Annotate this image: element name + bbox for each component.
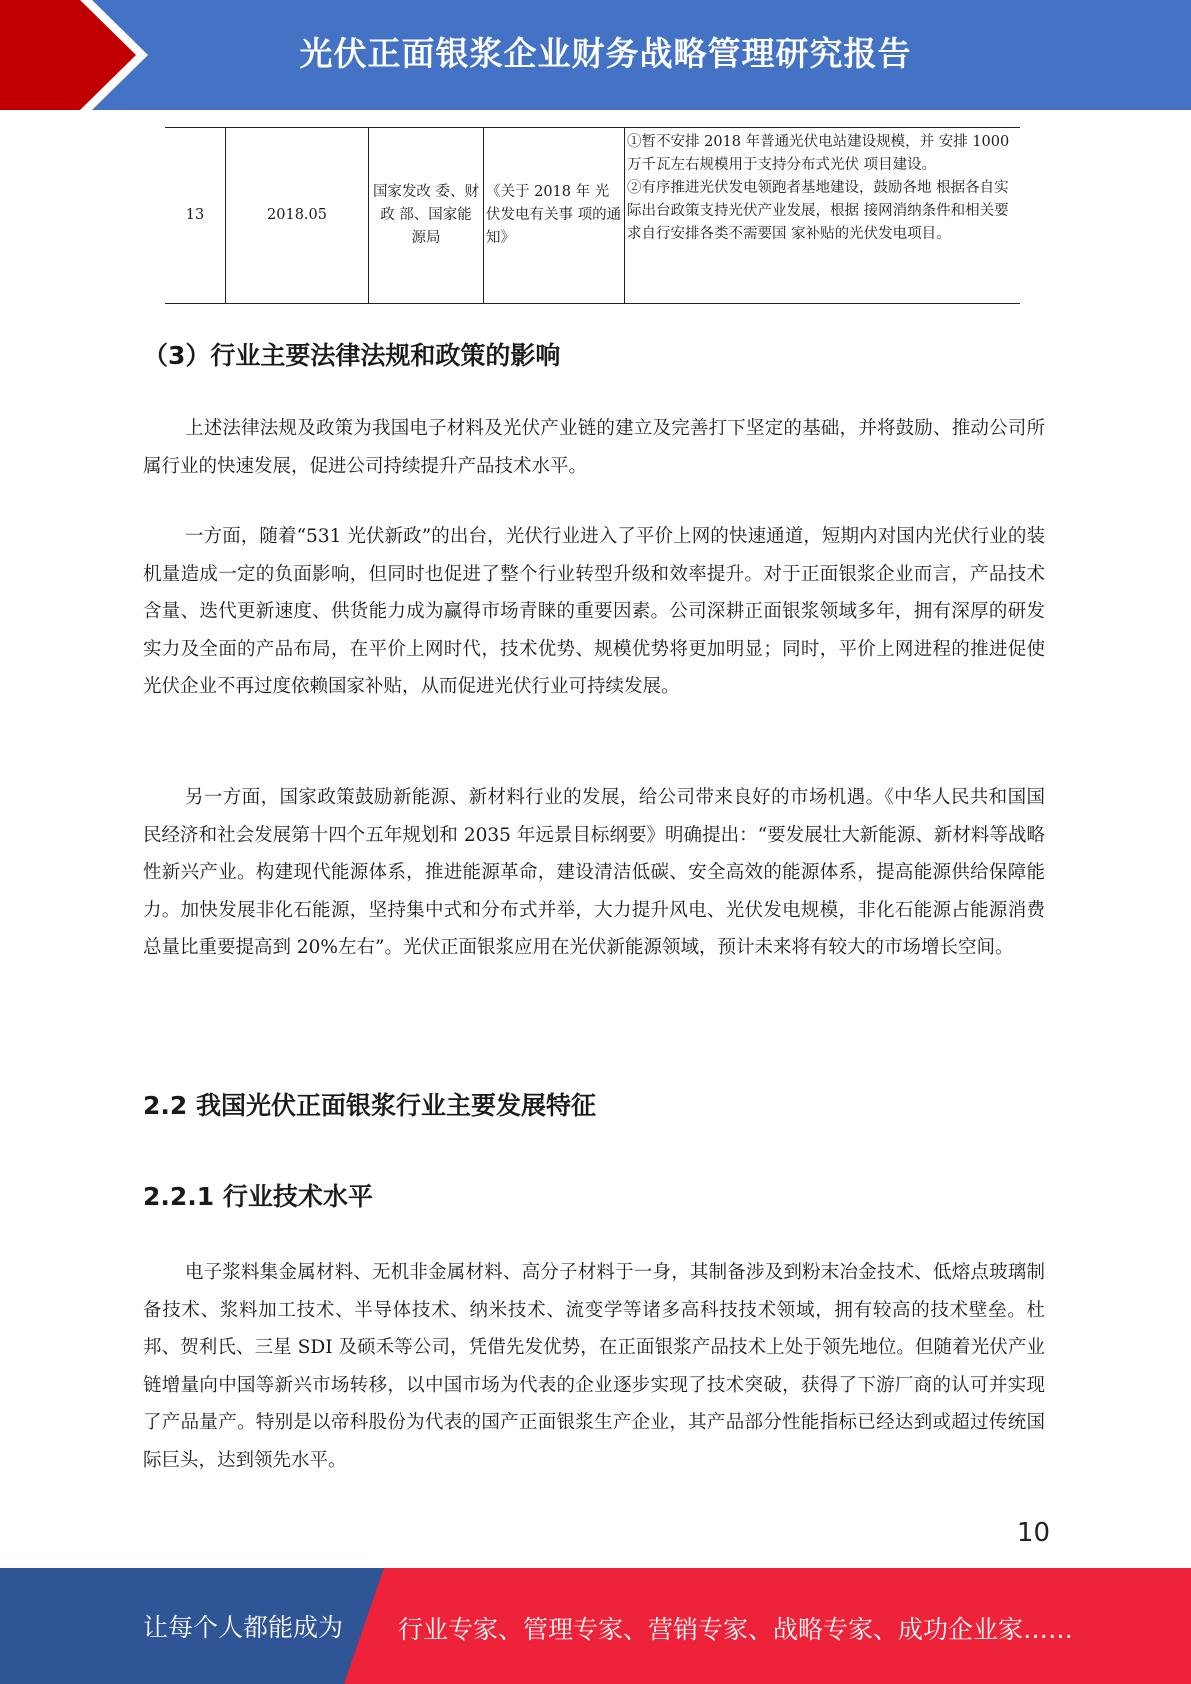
footer-slogan-left: 让每个人都能成为: [143, 1613, 344, 1642]
page-header-banner: [0, 0, 1191, 110]
table-cell-department: 国家发改 委、财政 部、国家能 源局: [369, 128, 484, 304]
section-2-2-1-paragraph: 电子浆料集金属材料、无机非金属材料、高分子材料于一身，其制备涉及到粉末冶金技术、低熔点玻璃制备技术、浆料加工技术、半导体技术、纳米技术、流变学等诸多高科技技术领域，拥有较高的技术壁垒。杜邦、贺利氏、三星 SDI 及硕禾等公司，凭借先发优势，在正面银浆产品技术上处于领先地位。但随着光伏产业链增量向中国等新兴市场转移，以中国市场为代表的企业逐步实现了技术突破，获得了下游厂商的认可并实现了产品量产。特别是以帝科股份为代表的国产正面银浆生产企业，其产品部分性能指标已经达到或超过传统国际巨头，达到领先水平。: [143, 1262, 1045, 1471]
page-footer-banner: [0, 1568, 1191, 1684]
section-3-paragraph-1-block: [143, 410, 1045, 485]
section-3-paragraph-3: 另一方面，国家政策鼓励新能源、新材料行业的发展，给公司带来良好的市场机遇。《中华人民共和国国民经济和社会发展第十四个五年规划和 2035 年远景目标纲要》明确提出：“要发展壮大新能源、新材料等战略性新兴产业。构建现代能源体系，推进能源革命，建设清洁低碳、安全高效的能源体系，提高能源供给保障能力。加快发展非化石能源，坚持集中式和分布式并举，大力提升风电、光伏发电规模，非化石能源占能源消费总量比重要提高到 20%左右”。光伏正面银浆应用在光伏新能源领域，预计未来将有较大的市场增长空间。: [143, 787, 1045, 958]
section-3-paragraph-1: 上述法律法规及政策为我国电子材料及光伏产业链的建立及完善打下坚定的基础，并将鼓励、推动公司所属行业的快速发展，促进公司持续提升产品技术水平。: [143, 418, 1045, 477]
table-cell-content: [625, 128, 1021, 304]
page-number: 10: [1016, 1518, 1050, 1548]
table-content-item-1: ①暂不安排 2018 年普通光伏电站建设规模，并 安排 1000 万千瓦左右规模用于支持分布式光伏 项目建设。: [627, 134, 1010, 173]
section-3-paragraph-3-block: [143, 779, 1045, 967]
section-3-heading-block: [143, 336, 1045, 372]
section-3-heading: （3）行业主要法律法规和政策的影响: [143, 341, 561, 370]
table-cell-number: 13: [165, 128, 226, 304]
section-3-paragraph-2-block: [143, 518, 1045, 706]
table-content-item-2: ②有序推进光伏发电领跑者基地建设，鼓励各地 根据各自实际出台政策支持光伏产业发展，根据 接网消纳条件和相关要求自行安排各类不需要国 家补贴的光伏发电项目。: [627, 180, 1009, 242]
table-cell-date: 2018.05: [226, 128, 369, 304]
footer-slogan-right: 行业专家、管理专家、营销专家、战略专家、成功企业家……: [398, 1615, 1074, 1644]
section-3-paragraph-2: 一方面，随着“531 光伏新政”的出台，光伏行业进入了平价上网的快速通道，短期内对国内光伏行业的装机量造成一定的负面影响，但同时也促进了整个行业转型升级和效率提升。对于正面银浆企业而言，产品技术含量、迭代更新速度、供货能力成为赢得市场青睐的重要因素。公司深耕正面银浆领域多年，拥有深厚的研发实力及全面的产品布局，在平价上网时代，技术优势、规模优势将更加明显；同时，平价上网进程的推进促使光伏企业不再过度依赖国家补贴，从而促进光伏行业可持续发展。: [143, 526, 1045, 697]
section-2-2-1-paragraph-block: [143, 1254, 1045, 1479]
section-2-2-heading-block: [143, 1086, 1045, 1122]
section-2-2-heading: 2.2 我国光伏正面银浆行业主要发展特征: [143, 1091, 596, 1120]
table-row: [165, 128, 1020, 304]
table-cell-policy-name: 《关于 2018 年 光伏发电有关事 项的通知》: [484, 128, 625, 304]
policy-table: [165, 127, 1020, 304]
section-2-2-1-heading-block: [143, 1177, 1045, 1213]
section-2-2-1-heading: 2.2.1 行业技术水平: [143, 1182, 373, 1211]
header-title: 光伏正面银浆企业财务战略管理研究报告: [299, 34, 912, 73]
